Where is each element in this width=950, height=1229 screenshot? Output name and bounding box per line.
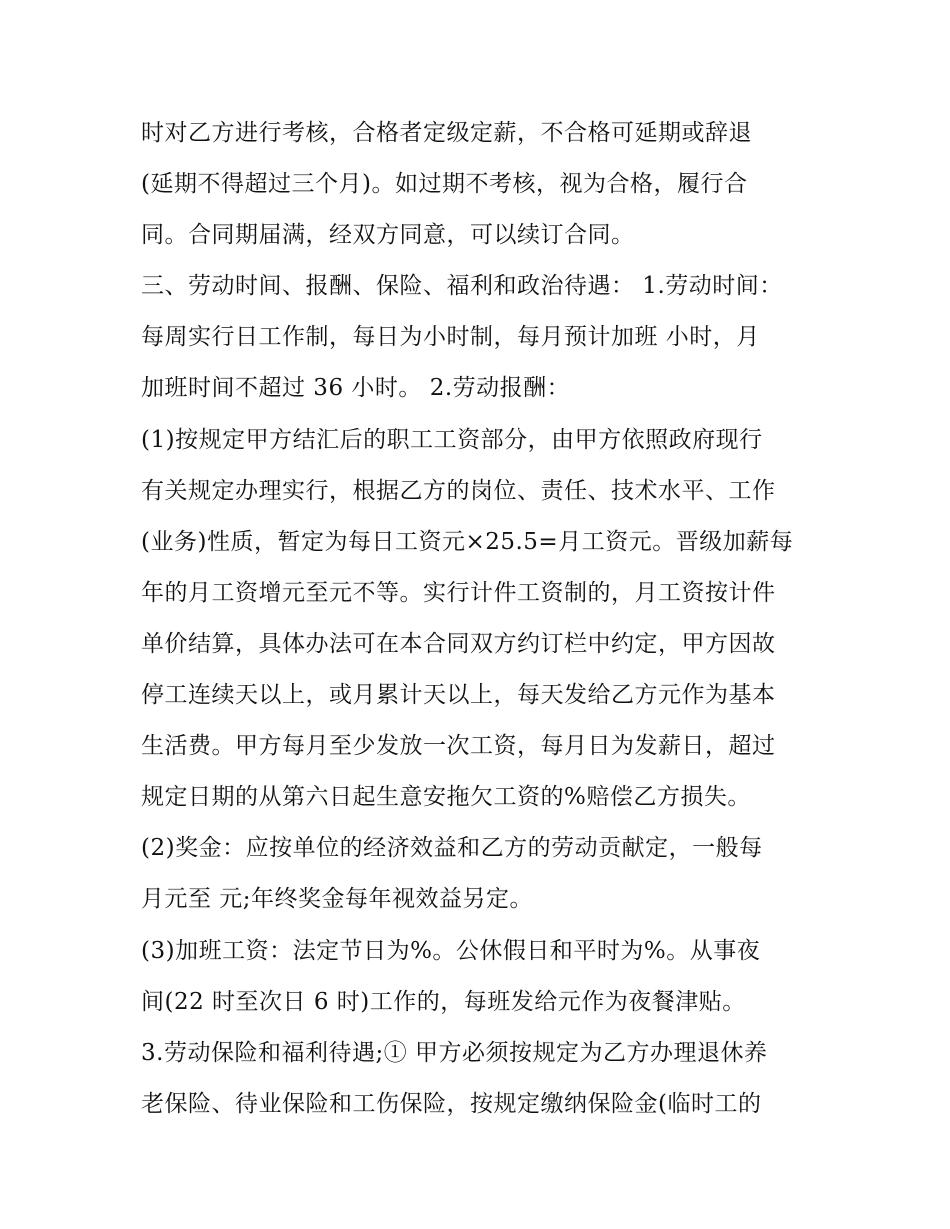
text-line: (延期不得超过三个月)。如过期不考核，视为合格，履行合 <box>141 171 748 198</box>
text-line: (3)加班工资：法定节日为%。公休假日和平时为%。从事夜 <box>141 937 761 964</box>
document-body <box>141 108 821 1130</box>
text-line: (2)奖金：应按单位的经济效益和乙方的劳动贡献定，一般每 <box>141 835 763 862</box>
text-line: 加班时间不超过 36 小时。 2.劳动报酬： <box>141 375 571 402</box>
text-line: (业务)性质，暂定为每日工资元×25.5=月工资元。晋级加薪每 <box>141 528 794 555</box>
text-line: 单价结算，具体办法可在本合同双方约订栏中约定，甲方因故 <box>141 630 776 657</box>
text-line: 3.劳动保险和福利待遇;① 甲方必须按规定为乙方办理退休养 <box>141 1039 768 1066</box>
text-line: 同。合同期届满，经双方同意，可以续订合同。 <box>141 222 635 249</box>
text-line: 老保险、待业保险和工伤保险，按规定缴纳保险金(临时工的 <box>141 1090 762 1117</box>
text-line: 每周实行日工作制，每日为小时制，每月预计加班 小时，月 <box>141 324 760 351</box>
text-line: 月元至 元;年终奖金每年视效益另定。 <box>141 886 534 913</box>
text-line: 时对乙方进行考核，合格者定级定薪，不合格可延期或辞退 <box>141 120 752 146</box>
text-line: 年的月工资增元至元不等。实行计件工资制的，月工资按计件 <box>141 579 776 606</box>
text-line: (1)按规定甲方结汇后的职工工资部分，由甲方依照政府现行 <box>141 426 763 453</box>
text-line: 规定日期的从第六日起生意安拖欠工资的%赔偿乙方损失。 <box>141 784 751 811</box>
text-line: 有关规定办理实行，根据乙方的岗位、责任、技术水平、工作 <box>141 477 776 504</box>
text-line: 停工连续天以上，或月累计天以上，每天发给乙方元作为基本 <box>141 682 776 709</box>
section-heading-line: 三、劳动时间、报酬、保险、福利和政治待遇： 1.劳动时间： <box>141 273 783 300</box>
text-line: 间(22 时至次日 6 时)工作的，每班发给元作为夜餐津贴。 <box>141 988 746 1015</box>
text-line: 生活费。甲方每月至少发放一次工资，每月日为发薪日，超过 <box>141 733 776 760</box>
